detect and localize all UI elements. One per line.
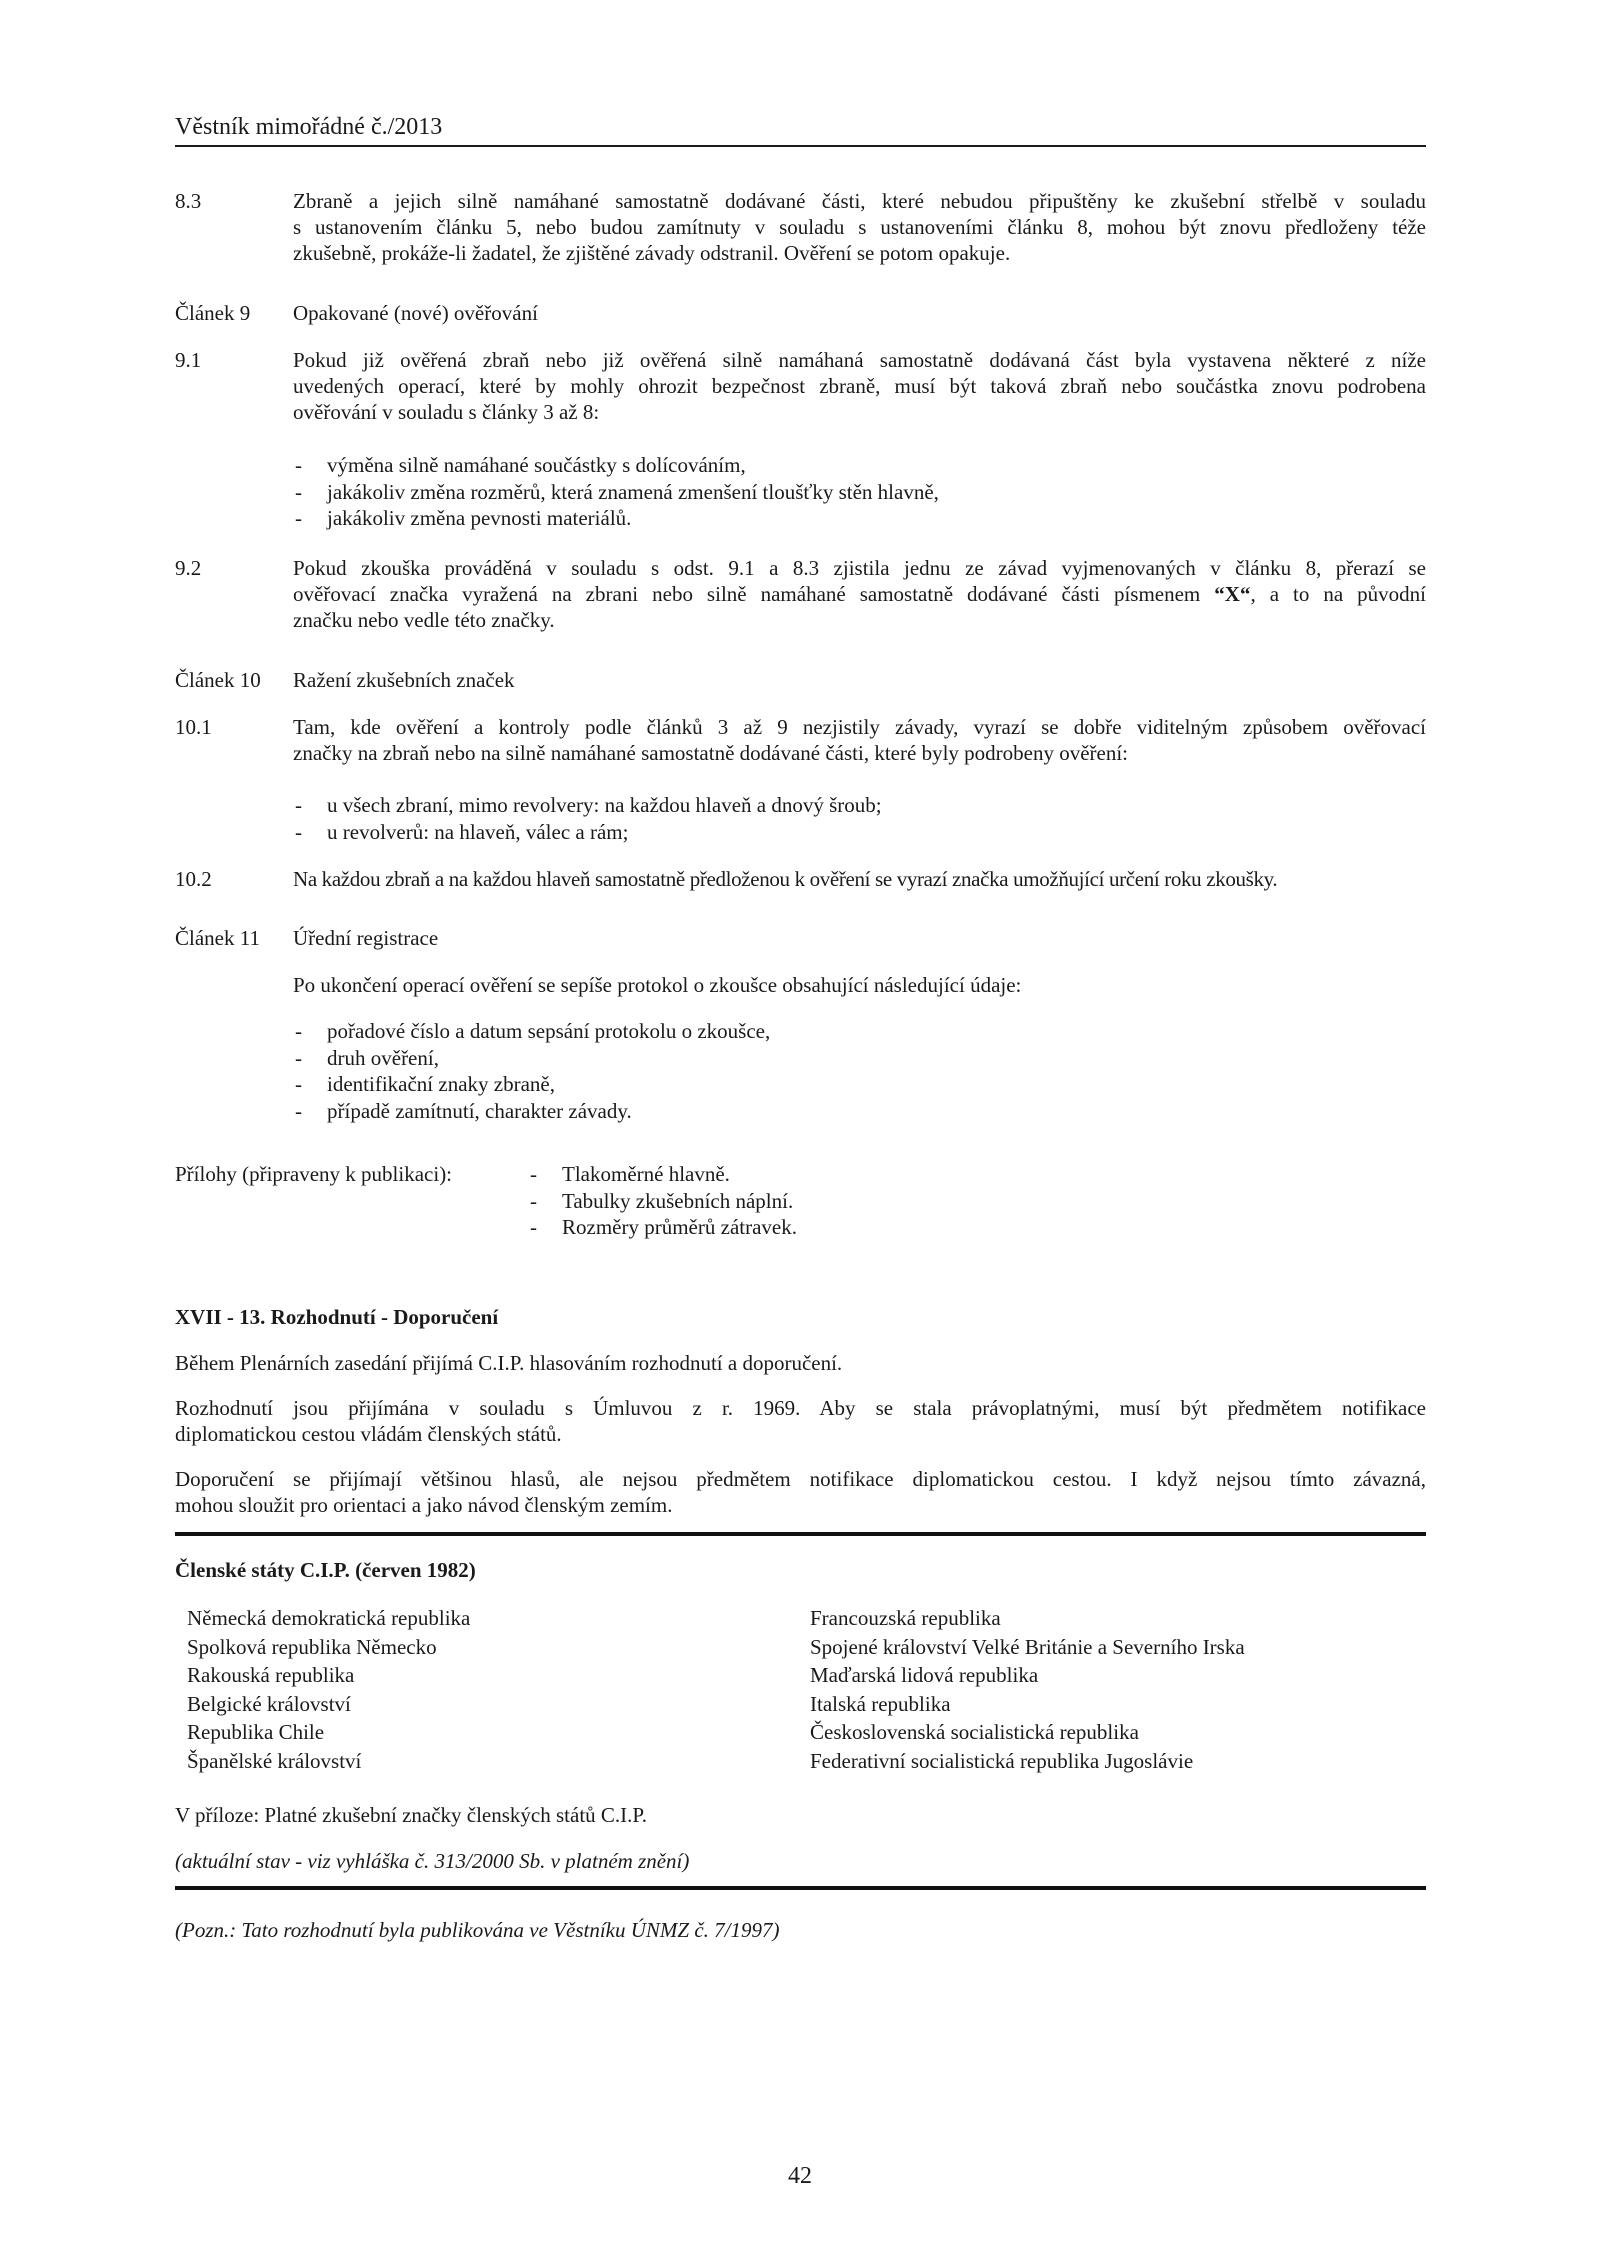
bullet-list-10-1 bbox=[295, 792, 882, 845]
list-item: Spolková republika Německo bbox=[187, 1634, 437, 1659]
list-item: Španělské království bbox=[187, 1748, 362, 1773]
text-line: ověřování v souladu s články 3 až 8: bbox=[293, 400, 600, 424]
article-11-intro: Po ukončení operací ověření se sepíše protokol o zkoušce obsahující následující údaje: bbox=[293, 973, 1022, 997]
paragraph-8-3 bbox=[293, 188, 1426, 266]
article-10-label: Článek 10 bbox=[175, 668, 261, 692]
text-line: Pokud již ověřená zbraň nebo již ověřená silně namáhaná samostatně dodávaná část byla vystavena některé z níže bbox=[293, 348, 1426, 372]
list-item: Federativní socialistická republika Jugoslávie bbox=[810, 1748, 1194, 1773]
list-item: - druh ověření, bbox=[295, 1045, 439, 1070]
appendix-note: V příloze: Platné zkušební značky členských států C.I.P. bbox=[175, 1803, 648, 1827]
paragraph-number-10-2: 10.2 bbox=[175, 867, 212, 891]
article-11-label: Článek 11 bbox=[175, 926, 260, 950]
section-paragraph-1: Během Plenárních zasedání přijímá C.I.P. hlasováním rozhodnutí a doporučení. bbox=[175, 1351, 843, 1375]
members-list-right bbox=[810, 1604, 1245, 1775]
current-status-note: (aktuální stav - viz vyhláška č. 313/2000 Sb. v platném znění) bbox=[175, 1849, 690, 1873]
list-item: Belgické království bbox=[187, 1691, 351, 1716]
attachments-label: Přílohy (připraveny k publikaci): bbox=[175, 1162, 453, 1186]
article-10-title: Ražení zkušebních značek bbox=[293, 668, 515, 692]
list-item: - jakákoliv změna pevnosti materiálů. bbox=[295, 506, 632, 530]
list-item: - u všech zbraní, mimo revolvery: na každou hlaveň a dnový šroub; bbox=[295, 793, 882, 817]
list-item: Italská republika bbox=[810, 1691, 951, 1716]
text-line: ověřovací značka vyražená na zbrani nebo silně namáhané samostatně dodávané části písmenem “X“, a to na původní bbox=[293, 582, 1426, 606]
page-header-title: Věstník mimořádné č./2013 bbox=[175, 114, 443, 140]
paragraph-9-1 bbox=[293, 347, 1426, 425]
paragraph-number-9-1: 9.1 bbox=[175, 348, 202, 372]
list-item: - pořadové číslo a datum sepsání protokolu o zkoušce, bbox=[295, 1019, 771, 1043]
list-item: Francouzská republika bbox=[810, 1606, 1001, 1630]
header-rule bbox=[175, 145, 1426, 147]
list-item: - identifikační znaky zbraně, bbox=[295, 1072, 555, 1096]
members-list-left bbox=[187, 1604, 470, 1775]
list-item: - případě zamítnutí, charakter závady. bbox=[295, 1098, 632, 1123]
section-heading: XVII - 13. Rozhodnutí - Doporučení bbox=[175, 1305, 499, 1329]
list-item: Rakouská republika bbox=[187, 1663, 355, 1687]
list-item: Republika Chile bbox=[187, 1720, 325, 1744]
section-paragraph-2 bbox=[175, 1395, 1426, 1447]
list-item: Československá socialistická republika bbox=[810, 1720, 1139, 1744]
list-item: - Tlakoměrné hlavně. bbox=[530, 1162, 730, 1186]
attachments-list bbox=[530, 1161, 797, 1241]
list-item: - u revolverů: na hlaveň, válec a rám; bbox=[295, 819, 629, 844]
section-paragraph-3 bbox=[175, 1466, 1426, 1518]
text-line: zkušebně, prokáže-li žadatel, že zjištěné závady odstranil. Ověření se potom opakuje. bbox=[293, 241, 1011, 265]
text-line: Pokud zkouška prováděná v souladu s odst. 9.1 a 8.3 zjistila jednu ze závad vyjmenovaných v článku 8, přerazí se bbox=[293, 556, 1426, 580]
text-line: Rozhodnutí jsou přijímána v souladu s Úmluvou z r. 1969. Aby se stala právoplatnými, musí být předmětem notifikace bbox=[175, 1396, 1426, 1420]
text-line: s ustanovením článku 5, nebo budou zamítnuty v souladu s ustanoveními článku 8, mohou být znovu předloženy téže bbox=[293, 215, 1426, 239]
text-line: značky na zbraň nebo na silně namáhané samostatně dodávané části, které byly podrobeny ověření: bbox=[293, 741, 1129, 765]
section-divider-bottom bbox=[175, 1886, 1426, 1890]
paragraph-number-10-1: 10.1 bbox=[175, 715, 212, 739]
text-line: mohou sloužit pro orientaci a jako návod členským zemím. bbox=[175, 1493, 673, 1517]
paragraph-9-2 bbox=[293, 555, 1426, 633]
text-line: Tam, kde ověření a kontroly podle článků 3 až 9 nezjistily závady, vyrazí se dobře viditelným způsobem ověřovací bbox=[293, 715, 1426, 739]
article-9-title: Opakované (nové) ověřování bbox=[293, 301, 538, 325]
article-11-title: Úřední registrace bbox=[293, 926, 439, 950]
x-mark: “X“ bbox=[1214, 582, 1251, 606]
bullet-list-9-1 bbox=[295, 452, 939, 532]
text-line: Na každou zbraň a na každou hlaveň samostatně předloženou k ověření se vyrazí značka umožňující určení roku zkoušky. bbox=[293, 867, 1278, 891]
members-heading: Členské státy C.I.P. (červen 1982) bbox=[175, 1558, 476, 1582]
publication-note: (Pozn.: Tato rozhodnutí byla publikována ve Věstníku ÚNMZ č. 7/1997) bbox=[175, 1918, 780, 1942]
list-item: - Rozměry průměrů zátravek. bbox=[530, 1215, 797, 1239]
section-divider-top bbox=[175, 1532, 1426, 1536]
list-item: Spojené království Velké Británie a Severního Irska bbox=[810, 1634, 1245, 1659]
paragraph-10-2 bbox=[293, 866, 1426, 892]
text-line: Doporučení se přijímají většinou hlasů, ale nejsou předmětem notifikace diplomatickou cestou. I když nejsou tímto závazná, bbox=[175, 1467, 1426, 1491]
list-item: Německá demokratická republika bbox=[187, 1606, 471, 1630]
text-line: diplomatickou cestou vládám členských států. bbox=[175, 1422, 562, 1446]
text-line: značku nebo vedle této značky. bbox=[293, 608, 555, 632]
text-line: uvedených operací, které by mohly ohrozit bezpečnost zbraně, musí být taková zbraň nebo součástka znovu podrobena bbox=[293, 374, 1426, 398]
paragraph-10-1 bbox=[293, 714, 1426, 766]
list-item: Maďarská lidová republika bbox=[810, 1663, 1039, 1687]
paragraph-number-9-2: 9.2 bbox=[175, 556, 202, 580]
list-item: - Tabulky zkušebních náplní. bbox=[530, 1188, 794, 1213]
paragraph-number-8-3: 8.3 bbox=[175, 189, 202, 213]
bullet-list-11 bbox=[295, 1018, 770, 1124]
list-item: - jakákoliv změna rozměrů, která znamená zmenšení tloušťky stěn hlavně, bbox=[295, 479, 939, 504]
list-item: - výměna silně namáhané součástky s dolícováním, bbox=[295, 453, 746, 477]
page-number: 42 bbox=[788, 2163, 812, 2189]
text-line: Zbraně a jejich silně namáhané samostatně dodávané části, které nebudou připuštěny ke zkušební střelbě v souladu bbox=[293, 189, 1426, 213]
article-9-label: Článek 9 bbox=[175, 301, 251, 325]
